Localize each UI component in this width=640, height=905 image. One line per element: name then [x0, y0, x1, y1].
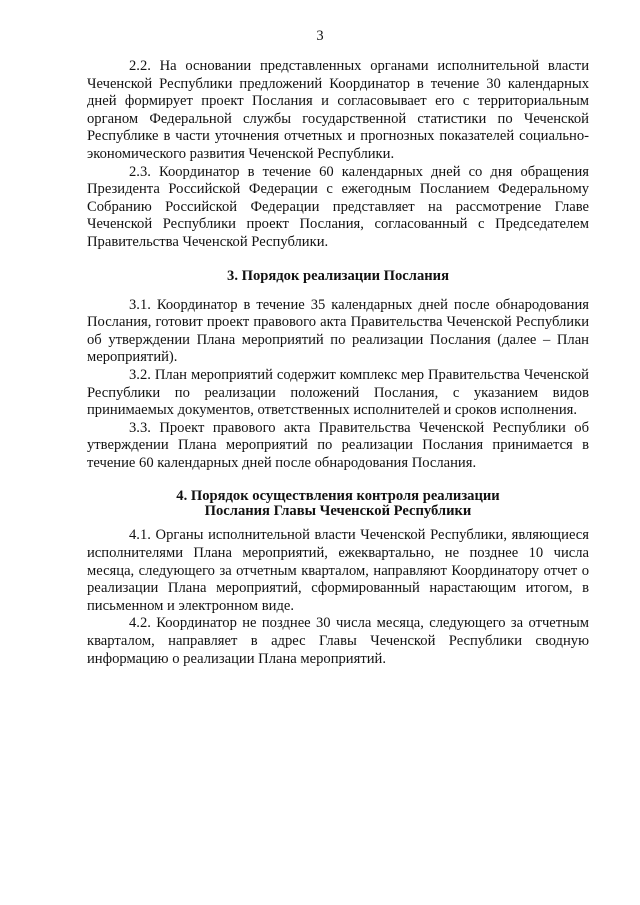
spacer — [87, 284, 589, 297]
paragraph-4-1: 4.1. Органы исполнительной власти Чеченской Республики, являющиеся исполнителями Плана мероприятий, ежеквартально, не позднее 10 числа месяца, следующего за отчетным кварталом, направляют Координатору отчет о реализации Плана мероприятий, сформированный нарастающим итогом, в письменном и электронном виде. — [87, 527, 589, 614]
section-heading-4-line-2: Послания Главы Чеченской Республики — [204, 503, 472, 520]
paragraph-3-2: 3.2. План мероприятий содержит комплекс мер Правительства Чеченской Республики по реализации положений Послания, с указанием видов принимаемых документов, ответственных исполнителей и сроков исполнения. — [87, 366, 589, 419]
spacer — [87, 472, 589, 489]
document-body — [87, 58, 589, 668]
paragraph-2-2: 2.2. На основании представленных органами исполнительной власти Чеченской Республики предложений Координатор в течение 30 календарных дней формирует проект Послания и согласовывает его с территориальным органом Федеральной службы государственной статистики по Чеченской Республике в части уточнения отчетных и прогнозных показателей социально-экономического развития Чеченской Республики. — [87, 58, 589, 162]
paragraph-4-2: 4.2. Координатор не позднее 30 числа месяца, следующего за отчетным кварталом, направляет в адрес Главы Чеченской Республики сводную информацию о реализации Плана мероприятий. — [87, 615, 589, 667]
spacer — [87, 519, 589, 527]
section-heading-3: 3. Порядок реализации Послания — [227, 267, 449, 284]
page-number: 3 — [316, 28, 324, 44]
paragraph-3-3: 3.3. Проект правового акта Правительства Чеченской Республики об утверждении Плана мероприятий по реализации Послания принимается в течение 60 календарных дней после обнародования Послания. — [87, 419, 589, 471]
section-heading-4-line-1: 4. Порядок осуществления контроля реализации — [176, 488, 500, 505]
paragraph-3-1: 3.1. Координатор в течение 35 календарных дней после обнародования Послания, готовит проект правового акта Правительства Чеченской Республики об утверждении Плана мероприятий по реализации Послания (далее – План мероприятий). — [87, 296, 589, 366]
spacer — [87, 252, 589, 269]
paragraph-2-3: 2.3. Координатор в течение 60 календарных дней со дня обращения Президента Российской Федерации с ежегодным Посланием Федеральному Собранию Российской Федерации представляет на рассмотрение Главе Чеченской Республики проект Послания, согласованный с Председателем Правительства Чеченской Республики. — [87, 163, 589, 250]
